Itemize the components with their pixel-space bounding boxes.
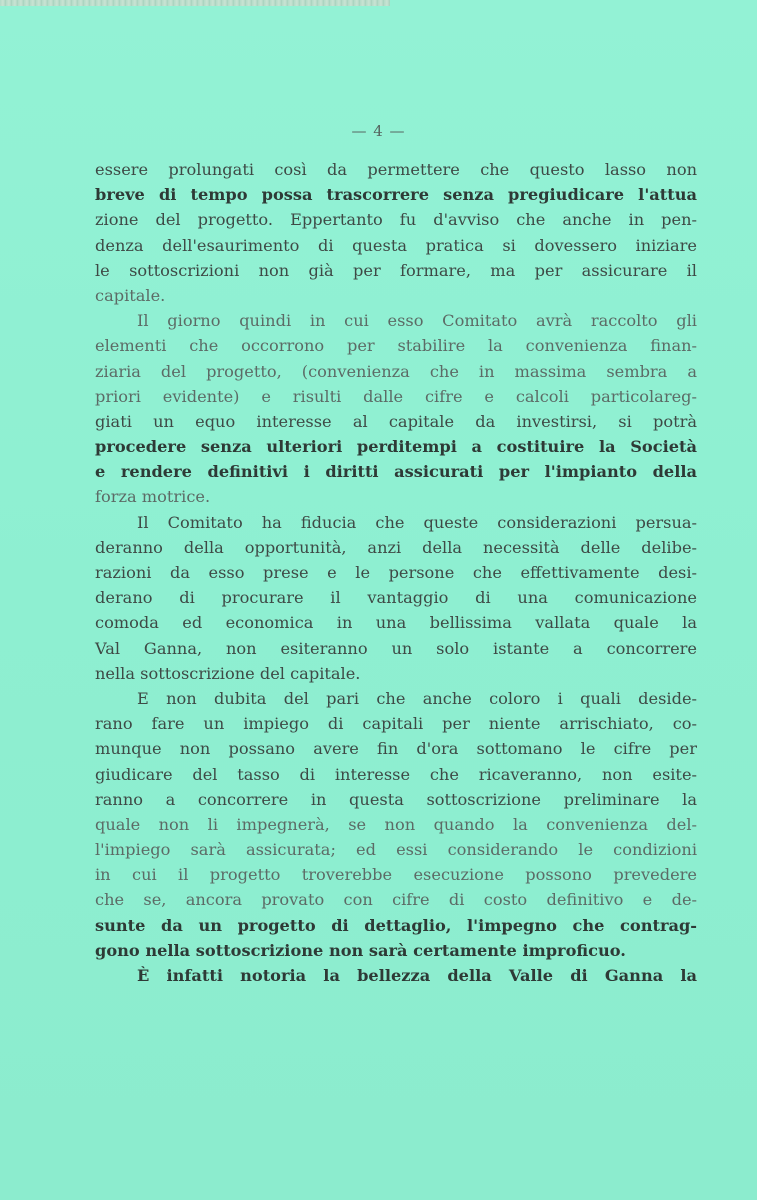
- page-number: — 4 —: [351, 122, 406, 140]
- text-line: giudicare del tasso di interesse che ricaveranno, non esite-: [95, 764, 697, 784]
- text-line: procedere senza ulteriori perditempi a costituire la Società: [95, 437, 697, 457]
- text-line: capitale.: [95, 285, 166, 305]
- text-line: quale non li impegnerà, se non quando la convenienza del-: [95, 814, 697, 834]
- text-line: zione del progetto. Eppertanto fu d'avviso che anche in pen-: [95, 210, 697, 230]
- text-line: e rendere definitivi i diritti assicurati per l'impianto della: [95, 462, 697, 482]
- text-line: priori evidente) e risulti dalle cifre e calcoli particolareg-: [95, 386, 697, 406]
- text-line: in cui il progetto troverebbe esecuzione possono prevedere: [95, 865, 697, 885]
- text-line: ranno a concorrere in questa sottoscrizione preliminare la: [95, 789, 697, 809]
- text-line: gono nella sottoscrizione non sarà certamente improficuo.: [95, 940, 626, 960]
- text-line: derano di procurare il vantaggio di una comunicazione: [95, 588, 697, 608]
- text-line: deranno della opportunità, anzi della necessità delle delibe-: [95, 537, 697, 557]
- text-line: forza motrice.: [95, 487, 211, 507]
- text-line: che se, ancora provato con cifre di costo definitivo e de-: [95, 890, 697, 910]
- text-line: E non dubita del pari che anche coloro i quali deside-: [137, 688, 697, 708]
- text-line: Val Ganna, non esiteranno un solo istante a concorrere: [95, 638, 697, 658]
- text-line: munque non possano avere fin d'ora sottomano le cifre per: [95, 739, 697, 759]
- text-line: È infatti notoria la bellezza della Valle di Ganna la: [137, 966, 697, 985]
- text-line: Il Comitato ha fiducia che queste considerazioni persua-: [137, 512, 697, 532]
- text-line: denza dell'esaurimento di questa pratica si dovessero iniziare: [95, 235, 697, 255]
- text-line: Il giorno quindi in cui esso Comitato avrà raccolto gli: [137, 311, 697, 331]
- text-line: breve di tempo possa trascorrere senza pregiudicare l'attua: [95, 185, 697, 205]
- text-line: essere prolungati così da permettere che questo lasso non: [95, 160, 697, 179]
- text-line: l'impiego sarà assicurata; ed essi considerando le condizioni: [95, 840, 697, 860]
- text-line: comoda ed economica in una bellissima vallata quale la: [95, 613, 697, 633]
- text-line: le sottoscrizioni non già per formare, ma per assicurare il: [95, 260, 697, 280]
- text-line: razioni da esso prese e le persone che effettivamente desi-: [95, 563, 697, 582]
- text-line: rano fare un impiego di capitali per niente arrischiato, co-: [95, 714, 697, 734]
- text-line: sunte da un progetto di dettaglio, l'impegno che contrag-: [95, 915, 697, 935]
- text-line: giati un equo interesse al capitale da investirsi, si potrà: [95, 411, 697, 431]
- body-text: [95, 157, 697, 988]
- page-top-edge: [0, 0, 390, 6]
- text-line: nella sottoscrizione del capitale.: [95, 663, 361, 683]
- text-line: elementi che occorrono per stabilire la convenienza finan-: [95, 336, 697, 356]
- text-line: ziaria del progetto, (convenienza che in massima sembra a: [95, 361, 697, 381]
